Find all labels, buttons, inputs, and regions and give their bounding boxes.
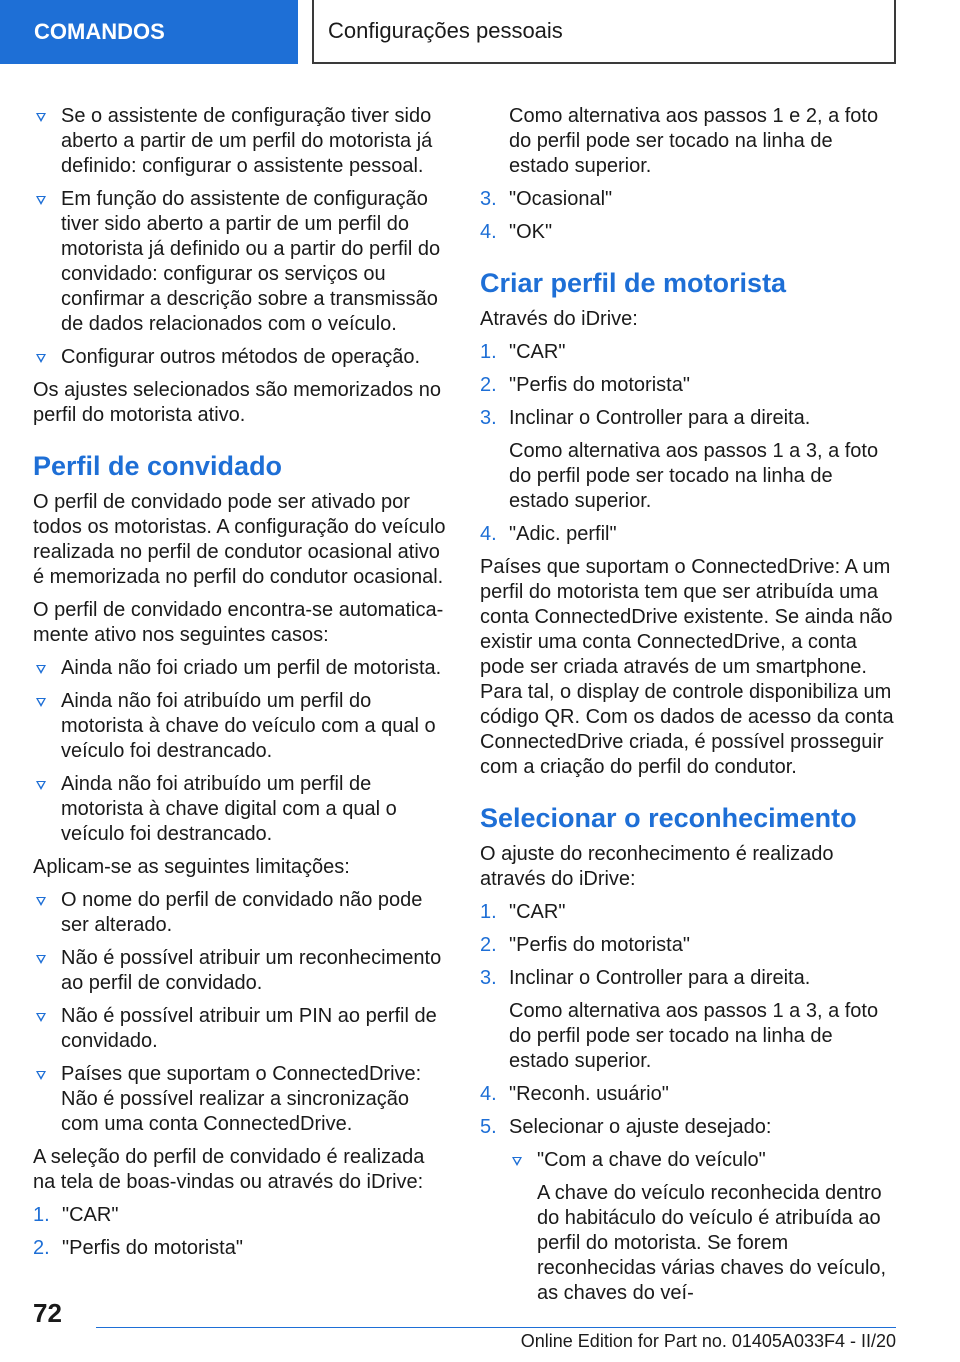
bullet-item: Não é possível atribuir um PIN ao perfil de convidado. bbox=[33, 1004, 449, 1054]
step-note: Como alternativa aos passos 1 e 2, a foto do perfil pode ser tocado na linha de estado superior. bbox=[509, 105, 879, 177]
step-number: 5. bbox=[480, 1116, 497, 1138]
triangle-bullet-icon bbox=[36, 354, 46, 363]
step-number: 4. bbox=[480, 523, 497, 545]
numbered-step: 4. "Adic. perfil" bbox=[480, 523, 617, 545]
numbered-step: 2. "Perfis do motorista" bbox=[480, 374, 690, 396]
step-number: 4. bbox=[480, 221, 497, 243]
section-heading: Perfil de convidado bbox=[33, 451, 283, 481]
triangle-bullet-icon bbox=[36, 196, 46, 205]
bullet-item: Ainda não foi atribuído um perfil de motorista à chave digital com a qual o veículo foi destrancado. bbox=[33, 772, 449, 847]
chapter-title: Configurações pessoais bbox=[312, 0, 896, 64]
numbered-step: 1. "CAR" bbox=[480, 901, 566, 923]
bullet-item: Configurar outros métodos de operação. bbox=[33, 345, 449, 370]
section-heading: Selecionar o reconhecimento bbox=[480, 803, 857, 833]
page-number: 72 bbox=[33, 1298, 62, 1328]
step-number: 3. bbox=[480, 967, 497, 989]
numbered-step: 2. "Perfis do motorista" bbox=[33, 1237, 243, 1259]
numbered-step: 3. Inclinar o Controller para a direita. bbox=[480, 407, 811, 429]
paragraph: Países que suportam o ConnectedDrive: A um perfil do motorista tem que ser atribuída uma conta ConnectedDrive existente. Se ainda não existir uma conta ConnectedDrive, a conta pode ser criada através de um smartphone. Para tal, o display de controle disponibiliza um código QR. Com os dados de acesso da conta ConnectedDrive criada, é possível prosseguir com a criação do perfil do condutor. bbox=[480, 556, 894, 778]
left-column bbox=[33, 104, 449, 1269]
paragraph: Aplicam-se as seguintes limitações: bbox=[33, 856, 350, 878]
section-heading: Criar perfil de motorista bbox=[480, 268, 787, 298]
step-number: 3. bbox=[480, 188, 497, 210]
bullet-item: Ainda não foi atribuído um perfil do motorista à chave do veículo com a qual o veículo foi destrancado. bbox=[33, 689, 449, 764]
step-number: 2. bbox=[480, 934, 497, 956]
numbered-step: 1. "CAR" bbox=[33, 1204, 119, 1226]
paragraph: O perfil de convidado encontra-se automaticamente ativo nos seguintes casos: bbox=[33, 599, 444, 646]
paragraph: O ajuste do reconhecimento é realizado através do iDrive: bbox=[480, 843, 834, 890]
bullet-item: Se o assistente de configuração tiver sido aberto a partir de um perfil do motorista já definido: configurar o assistente pessoal. bbox=[33, 104, 449, 179]
triangle-bullet-icon bbox=[512, 1157, 522, 1166]
triangle-bullet-icon bbox=[36, 1013, 46, 1022]
triangle-bullet-icon bbox=[36, 781, 46, 790]
nested-note: A chave do veículo reconhecida dentro do habitáculo do veículo é atribuída ao perfil do motorista. Se forem reconhecidas várias chaves do veículo, as chaves do veí- bbox=[537, 1182, 887, 1304]
numbered-step: 3. Inclinar o Controller para a direita. bbox=[480, 967, 811, 989]
step-number: 2. bbox=[33, 1237, 50, 1259]
numbered-step: 3. "Ocasional" bbox=[480, 188, 613, 210]
bullet-item: O nome do perfil de convidado não pode ser alterado. bbox=[33, 888, 449, 938]
triangle-bullet-icon bbox=[36, 1071, 46, 1080]
numbered-step: 1. "CAR" bbox=[480, 341, 566, 363]
step-number: 4. bbox=[480, 1083, 497, 1105]
triangle-bullet-icon bbox=[36, 665, 46, 674]
bullet-item: Não é possível atribuir um reconhecimento ao perfil de convidado. bbox=[33, 946, 449, 996]
step-number: 2. bbox=[480, 374, 497, 396]
triangle-bullet-icon bbox=[36, 698, 46, 707]
triangle-bullet-icon bbox=[36, 897, 46, 906]
section-tab: COMANDOS bbox=[0, 0, 298, 64]
bullet-item: Em função do assistente de configuração tiver sido aberto a partir de um perfil do motorista já definido ou a partir do perfil do convidado: configurar os serviços ou confirmar a descrição sobre a transmissão de dados relacionados com o veículo. bbox=[33, 187, 449, 337]
numbered-step: 4. "Reconh. usuário" bbox=[480, 1083, 669, 1105]
paragraph: A seleção do perfil de convidado é realizada na tela de boas-vindas ou através do iDrive: bbox=[33, 1146, 425, 1193]
triangle-bullet-icon bbox=[36, 955, 46, 964]
bullet-item: Ainda não foi criado um perfil de motorista. bbox=[33, 656, 449, 681]
triangle-bullet-icon bbox=[36, 113, 46, 122]
numbered-step: 4. "OK" bbox=[480, 221, 553, 243]
footer-edition: Online Edition for Part no. 01405A033F4 - II/20 bbox=[520, 1331, 896, 1351]
numbered-step: 5. Selecionar o ajuste desejado: bbox=[480, 1116, 772, 1138]
bullet-item: Países que suportam o ConnectedDrive: Não é possível realizar a sincronização com uma conta ConnectedDrive. bbox=[33, 1062, 449, 1137]
right-column bbox=[480, 104, 896, 1314]
paragraph: O perfil de convidado pode ser ativado por todos os motoristas. A configuração do veículo realizada no perfil de condutor ocasional ativo é memorizada no perfil do condutor ocasional. bbox=[33, 491, 446, 588]
step-note: Como alternativa aos passos 1 a 3, a foto do perfil pode ser tocado na linha de estado superior. bbox=[509, 440, 879, 512]
paragraph: Os ajustes selecionados são memorizados no perfil do motorista ativo. bbox=[33, 379, 441, 426]
step-number: 1. bbox=[480, 901, 497, 923]
step-number: 1. bbox=[480, 341, 497, 363]
numbered-step: 2. "Perfis do motorista" bbox=[480, 934, 690, 956]
step-number: 3. bbox=[480, 407, 497, 429]
paragraph: Através do iDrive: bbox=[480, 308, 638, 330]
step-note: Como alternativa aos passos 1 a 3, a foto do perfil pode ser tocado na linha de estado superior. bbox=[509, 1000, 879, 1072]
footer-divider bbox=[96, 1327, 896, 1328]
nested-bullet-item: "Com a chave do veículo" bbox=[480, 1148, 896, 1173]
step-number: 1. bbox=[33, 1204, 50, 1226]
